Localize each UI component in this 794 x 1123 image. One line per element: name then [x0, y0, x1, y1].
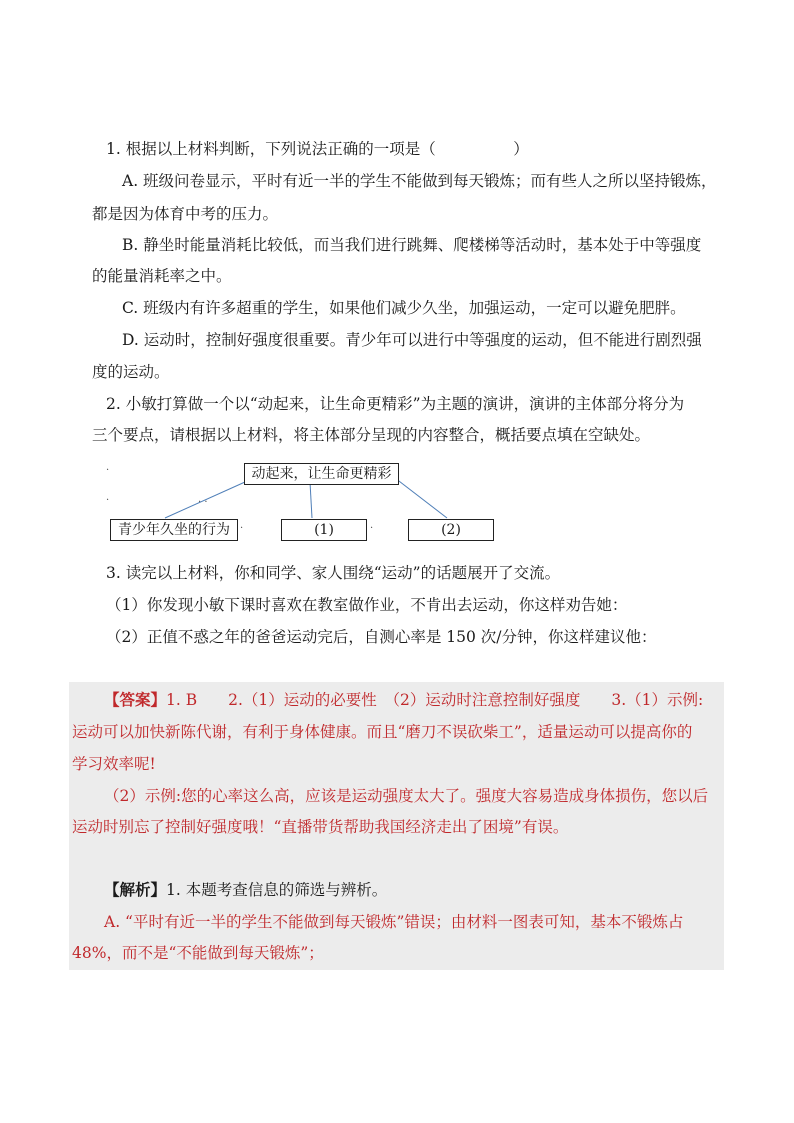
connector-middle: [310, 482, 312, 518]
q2-stem-line2: 三个要点，请根据以上材料，将主体部分呈现的内容整合，概括要点填在空缺处。: [92, 426, 651, 444]
decorative-dot: ·: [106, 495, 110, 506]
q2-stem-line1: 2. 小敏打算做一个以“动起来，让生命更精彩”为主题的演讲，演讲的主体部分将分为: [106, 395, 685, 413]
diagram-root-box: 动起来，让生命更精彩: [244, 463, 399, 485]
analysis-tag: 【解析】: [104, 880, 167, 899]
q1-option-d-line1: D. 运动时，控制好强度很重要。青少年可以进行中等强度的运动，但不能进行剧烈强: [122, 331, 702, 349]
analysis-line3: 48%，而不是“不能做到每天锻炼”；: [72, 944, 324, 962]
decorative-dot: · ·: [198, 497, 208, 508]
analysis-line2: A. “平时有近一半的学生不能做到每天锻炼”错误；由材料一图表可知，基本不锻炼占: [104, 913, 684, 931]
answer-line1: [104, 690, 703, 710]
decorative-dot: ·: [106, 465, 110, 476]
diagram-right-box[interactable]: (2): [408, 519, 494, 541]
answer-line3: 学习效率呢!: [72, 755, 156, 773]
q1-option-d-line2: 度的运动。: [92, 363, 170, 381]
decorative-dot: ·: [240, 523, 244, 534]
diagram-left-box: 青少年久坐的行为: [110, 519, 238, 541]
answer-line2: 运动可以加快新陈代谢，有利于身体健康。而且“磨刀不误砍柴工”，适量运动可以提高你的: [72, 723, 693, 741]
answer-line4: （2）示例:您的心率这么高，应该是运动强度太大了。强度大容易造成身体损伤，您以后: [104, 787, 709, 805]
outline-diagram: [100, 458, 520, 548]
answer-line5: 运动时别忘了控制好强度哦！“直播带货帮助我国经济走出了困境”有误。: [72, 818, 569, 836]
q3-stem: 3. 读完以上材料，你和同学、家人围绕“运动”的话题展开了交流。: [106, 564, 561, 582]
answer-text-1: 1. B 2.（1）运动的必要性 （2）运动时注意控制好强度 3.（1）示例:: [166, 691, 704, 709]
diagram-middle-box[interactable]: (1): [281, 519, 367, 541]
connector-right: [395, 478, 447, 518]
q1-option-b-line2: 的能量消耗率之中。: [92, 267, 232, 285]
q1-stem: 1. 根据以上材料判断，下列说法正确的一项是（ ）: [106, 140, 529, 158]
analysis-text-1: 1. 本题考查信息的筛选与辨析。: [166, 881, 388, 899]
answer-tag: 【答案】: [104, 690, 167, 709]
analysis-line1: [104, 880, 387, 900]
q3-sub1: （1）你发现小敏下课时喜欢在教室做作业，不肯出去运动，你这样劝告她：: [106, 596, 628, 614]
q1-option-a-line1: A. 班级问卷显示，平时有近一半的学生不能做到每天锻炼；而有些人之所以坚持锻炼，: [122, 172, 717, 190]
q1-option-c-line1: C. 班级内有许多超重的学生，如果他们减少久坐，加强运动，一定可以避免肥胖。: [122, 299, 686, 317]
q1-option-a-line2: 都是因为体育中考的压力。: [92, 205, 279, 223]
q3-sub2: （2）正值不惑之年的爸爸运动完后，自测心率是 150 次/分钟，你这样建议他：: [106, 628, 657, 646]
q1-option-b-line1: B. 静坐时能量消耗比较低，而当我们进行跳舞、爬楼梯等活动时，基本处于中等强度: [122, 236, 702, 254]
decorative-dot: ·: [370, 523, 374, 534]
